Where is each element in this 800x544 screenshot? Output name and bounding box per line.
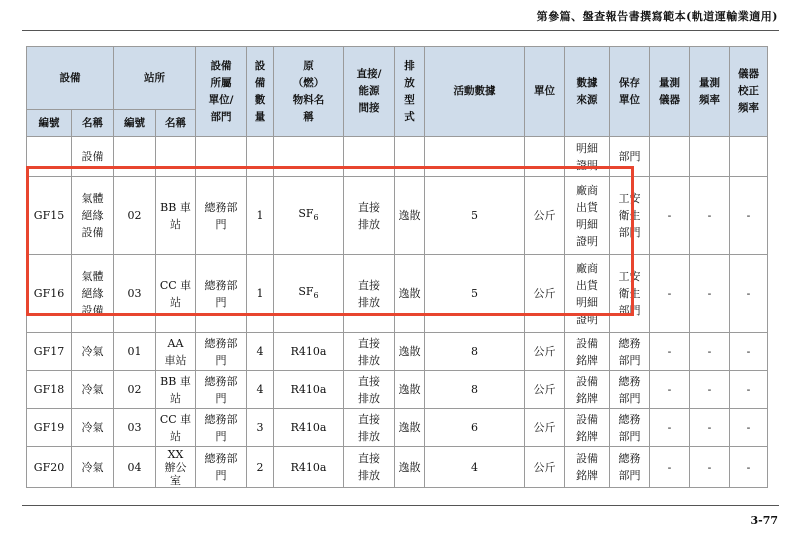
cell-meter: - <box>650 255 690 333</box>
table-row <box>27 409 768 447</box>
cell-st-name: BB 車 站 <box>156 177 196 255</box>
cell-dept: 總務部 門 <box>196 255 247 333</box>
cell-storage: 總務 部門 <box>610 409 650 447</box>
cell-direct: 直接 排放 <box>344 409 395 447</box>
cell-meter: - <box>650 177 690 255</box>
cell-fuel: $SF_6$ <box>274 177 344 255</box>
header-frequency: 量測 頻率 <box>690 47 730 137</box>
cell-st-name: CC 車 站 <box>156 255 196 333</box>
cell-qty: 4 <box>247 333 274 371</box>
header-station: 站所 <box>114 47 196 110</box>
cell-eq-name: 冷氣 <box>72 409 114 447</box>
cell-st-code: 03 <box>114 255 156 333</box>
cell-direct: 直接 排放 <box>344 447 395 488</box>
cell-emission: 逸散 <box>395 333 425 371</box>
cell-frequency: - <box>690 371 730 409</box>
cell-frequency: - <box>690 255 730 333</box>
cell-id: GF17 <box>27 333 72 371</box>
header-calibration: 儀器 校正 頻率 <box>730 47 768 137</box>
cell-storage: 總務 部門 <box>610 371 650 409</box>
cell-unit: 公斤 <box>525 255 565 333</box>
header-st-name: 名稱 <box>156 110 196 137</box>
header-eq-name: 名稱 <box>72 110 114 137</box>
table-row <box>27 371 768 409</box>
cell-source: 設備 銘牌 <box>565 447 610 488</box>
cell-unit: 公斤 <box>525 447 565 488</box>
cell-storage: 部門 <box>610 137 650 177</box>
table-row <box>27 177 768 255</box>
cell-unit: 公斤 <box>525 409 565 447</box>
header-activity: 活動數據 <box>425 47 525 137</box>
cell-frequency: - <box>690 333 730 371</box>
header-row-1 <box>27 47 768 110</box>
cell-unit: 公斤 <box>525 177 565 255</box>
cell-qty: 3 <box>247 409 274 447</box>
cell-source: 廠商 出貨 明細 證明 <box>565 177 610 255</box>
cell-st-name: BB 車 站 <box>156 371 196 409</box>
header-direct-indirect: 直接/ 能源 間接 <box>344 47 395 137</box>
cell-eq-name: 設備 <box>72 137 114 177</box>
page-header: 第參篇、盤查報告書撰寫範本(軌道運輸業適用) <box>536 10 778 23</box>
cell-activity: 5 <box>425 255 525 333</box>
cell-source: 廠商 出貨 明細 證明 <box>565 255 610 333</box>
cell-emission: 逸散 <box>395 255 425 333</box>
cell-id: GF19 <box>27 409 72 447</box>
cell-qty: 1 <box>247 255 274 333</box>
cell-eq-name: 氣體 絕緣 設備 <box>72 255 114 333</box>
cell-source: 設備 銘牌 <box>565 333 610 371</box>
header-meter: 量測 儀器 <box>650 47 690 137</box>
cell-storage: 總務 部門 <box>610 333 650 371</box>
cell-st-name: CC 車 站 <box>156 409 196 447</box>
cell-direct: 直接 排放 <box>344 255 395 333</box>
cell-fuel: R410a <box>274 409 344 447</box>
cell-activity: 8 <box>425 371 525 409</box>
cell-fuel: R410a <box>274 333 344 371</box>
cell-qty: 2 <box>247 447 274 488</box>
cell-source: 設備 銘牌 <box>565 371 610 409</box>
cell-frequency: - <box>690 447 730 488</box>
cell-eq-name: 冷氣 <box>72 333 114 371</box>
cell-st-code: 02 <box>114 177 156 255</box>
cell-activity: 5 <box>425 177 525 255</box>
cell-activity: 8 <box>425 333 525 371</box>
header-rule <box>22 30 779 31</box>
cell-source: 設備 銘牌 <box>565 409 610 447</box>
cell-dept: 總務部 門 <box>196 371 247 409</box>
cell-calibration: - <box>730 255 768 333</box>
header-dept: 設備 所屬 單位/ 部門 <box>196 47 247 137</box>
cell-frequency: - <box>690 177 730 255</box>
cell-unit: 公斤 <box>525 371 565 409</box>
cell-calibration: - <box>730 447 768 488</box>
cell-calibration: - <box>730 177 768 255</box>
cell-meter: - <box>650 333 690 371</box>
cell-id: GF15 <box>27 177 72 255</box>
header-fuel: 原 （燃） 物料名 稱 <box>274 47 344 137</box>
cell-st-code: 02 <box>114 371 156 409</box>
cell-dept: 總務部 門 <box>196 333 247 371</box>
cell-qty: 1 <box>247 177 274 255</box>
header-equipment: 設備 <box>27 47 114 110</box>
cell-emission: 逸散 <box>395 447 425 488</box>
header-st-code: 編號 <box>114 110 156 137</box>
inventory-table <box>26 46 768 488</box>
cell-direct: 直接 排放 <box>344 177 395 255</box>
footer-rule <box>22 505 779 506</box>
cell-meter: - <box>650 447 690 488</box>
cell-st-code: 03 <box>114 409 156 447</box>
cell-eq-name: 冷氣 <box>72 371 114 409</box>
table-row-continuation <box>27 137 768 177</box>
cell-source: 明細 證明 <box>565 137 610 177</box>
cell-activity: 6 <box>425 409 525 447</box>
cell-st-code: 01 <box>114 333 156 371</box>
cell-storage: 工安 衛生 部門 <box>610 177 650 255</box>
header-source: 數據 來源 <box>565 47 610 137</box>
table-row <box>27 447 768 488</box>
cell-calibration: - <box>730 333 768 371</box>
cell-dept: 總務部 門 <box>196 447 247 488</box>
cell-fuel: $SF_6$ <box>274 255 344 333</box>
cell-meter: - <box>650 409 690 447</box>
cell-id: GF20 <box>27 447 72 488</box>
cell-id: GF18 <box>27 371 72 409</box>
page-number: 3-77 <box>750 514 778 527</box>
cell-direct: 直接 排放 <box>344 333 395 371</box>
header-emission-type: 排 放 型 式 <box>395 47 425 137</box>
cell-st-name: XX 辦公 室 <box>156 447 196 488</box>
cell-unit: 公斤 <box>525 333 565 371</box>
cell-emission: 逸散 <box>395 177 425 255</box>
cell-st-code: 04 <box>114 447 156 488</box>
cell-calibration: - <box>730 409 768 447</box>
header-eq-code: 編號 <box>27 110 72 137</box>
cell-storage: 總務 部門 <box>610 447 650 488</box>
cell-dept: 總務部 門 <box>196 409 247 447</box>
cell-direct: 直接 排放 <box>344 371 395 409</box>
cell-frequency: - <box>690 409 730 447</box>
cell-calibration: - <box>730 371 768 409</box>
header-qty: 設 備 數 量 <box>247 47 274 137</box>
cell-emission: 逸散 <box>395 409 425 447</box>
header-storage: 保存 單位 <box>610 47 650 137</box>
cell-eq-name: 冷氣 <box>72 447 114 488</box>
cell-fuel: R410a <box>274 447 344 488</box>
cell-fuel: R410a <box>274 371 344 409</box>
header-unit: 單位 <box>525 47 565 137</box>
cell-st-name: AA 車站 <box>156 333 196 371</box>
cell-meter: - <box>650 371 690 409</box>
cell-qty: 4 <box>247 371 274 409</box>
table-row <box>27 255 768 333</box>
cell-emission: 逸散 <box>395 371 425 409</box>
cell-activity: 4 <box>425 447 525 488</box>
table-row <box>27 333 768 371</box>
cell-storage: 工安 衛生 部門 <box>610 255 650 333</box>
cell-eq-name: 氣體 絕緣 設備 <box>72 177 114 255</box>
cell-dept: 總務部 門 <box>196 177 247 255</box>
cell-id: GF16 <box>27 255 72 333</box>
